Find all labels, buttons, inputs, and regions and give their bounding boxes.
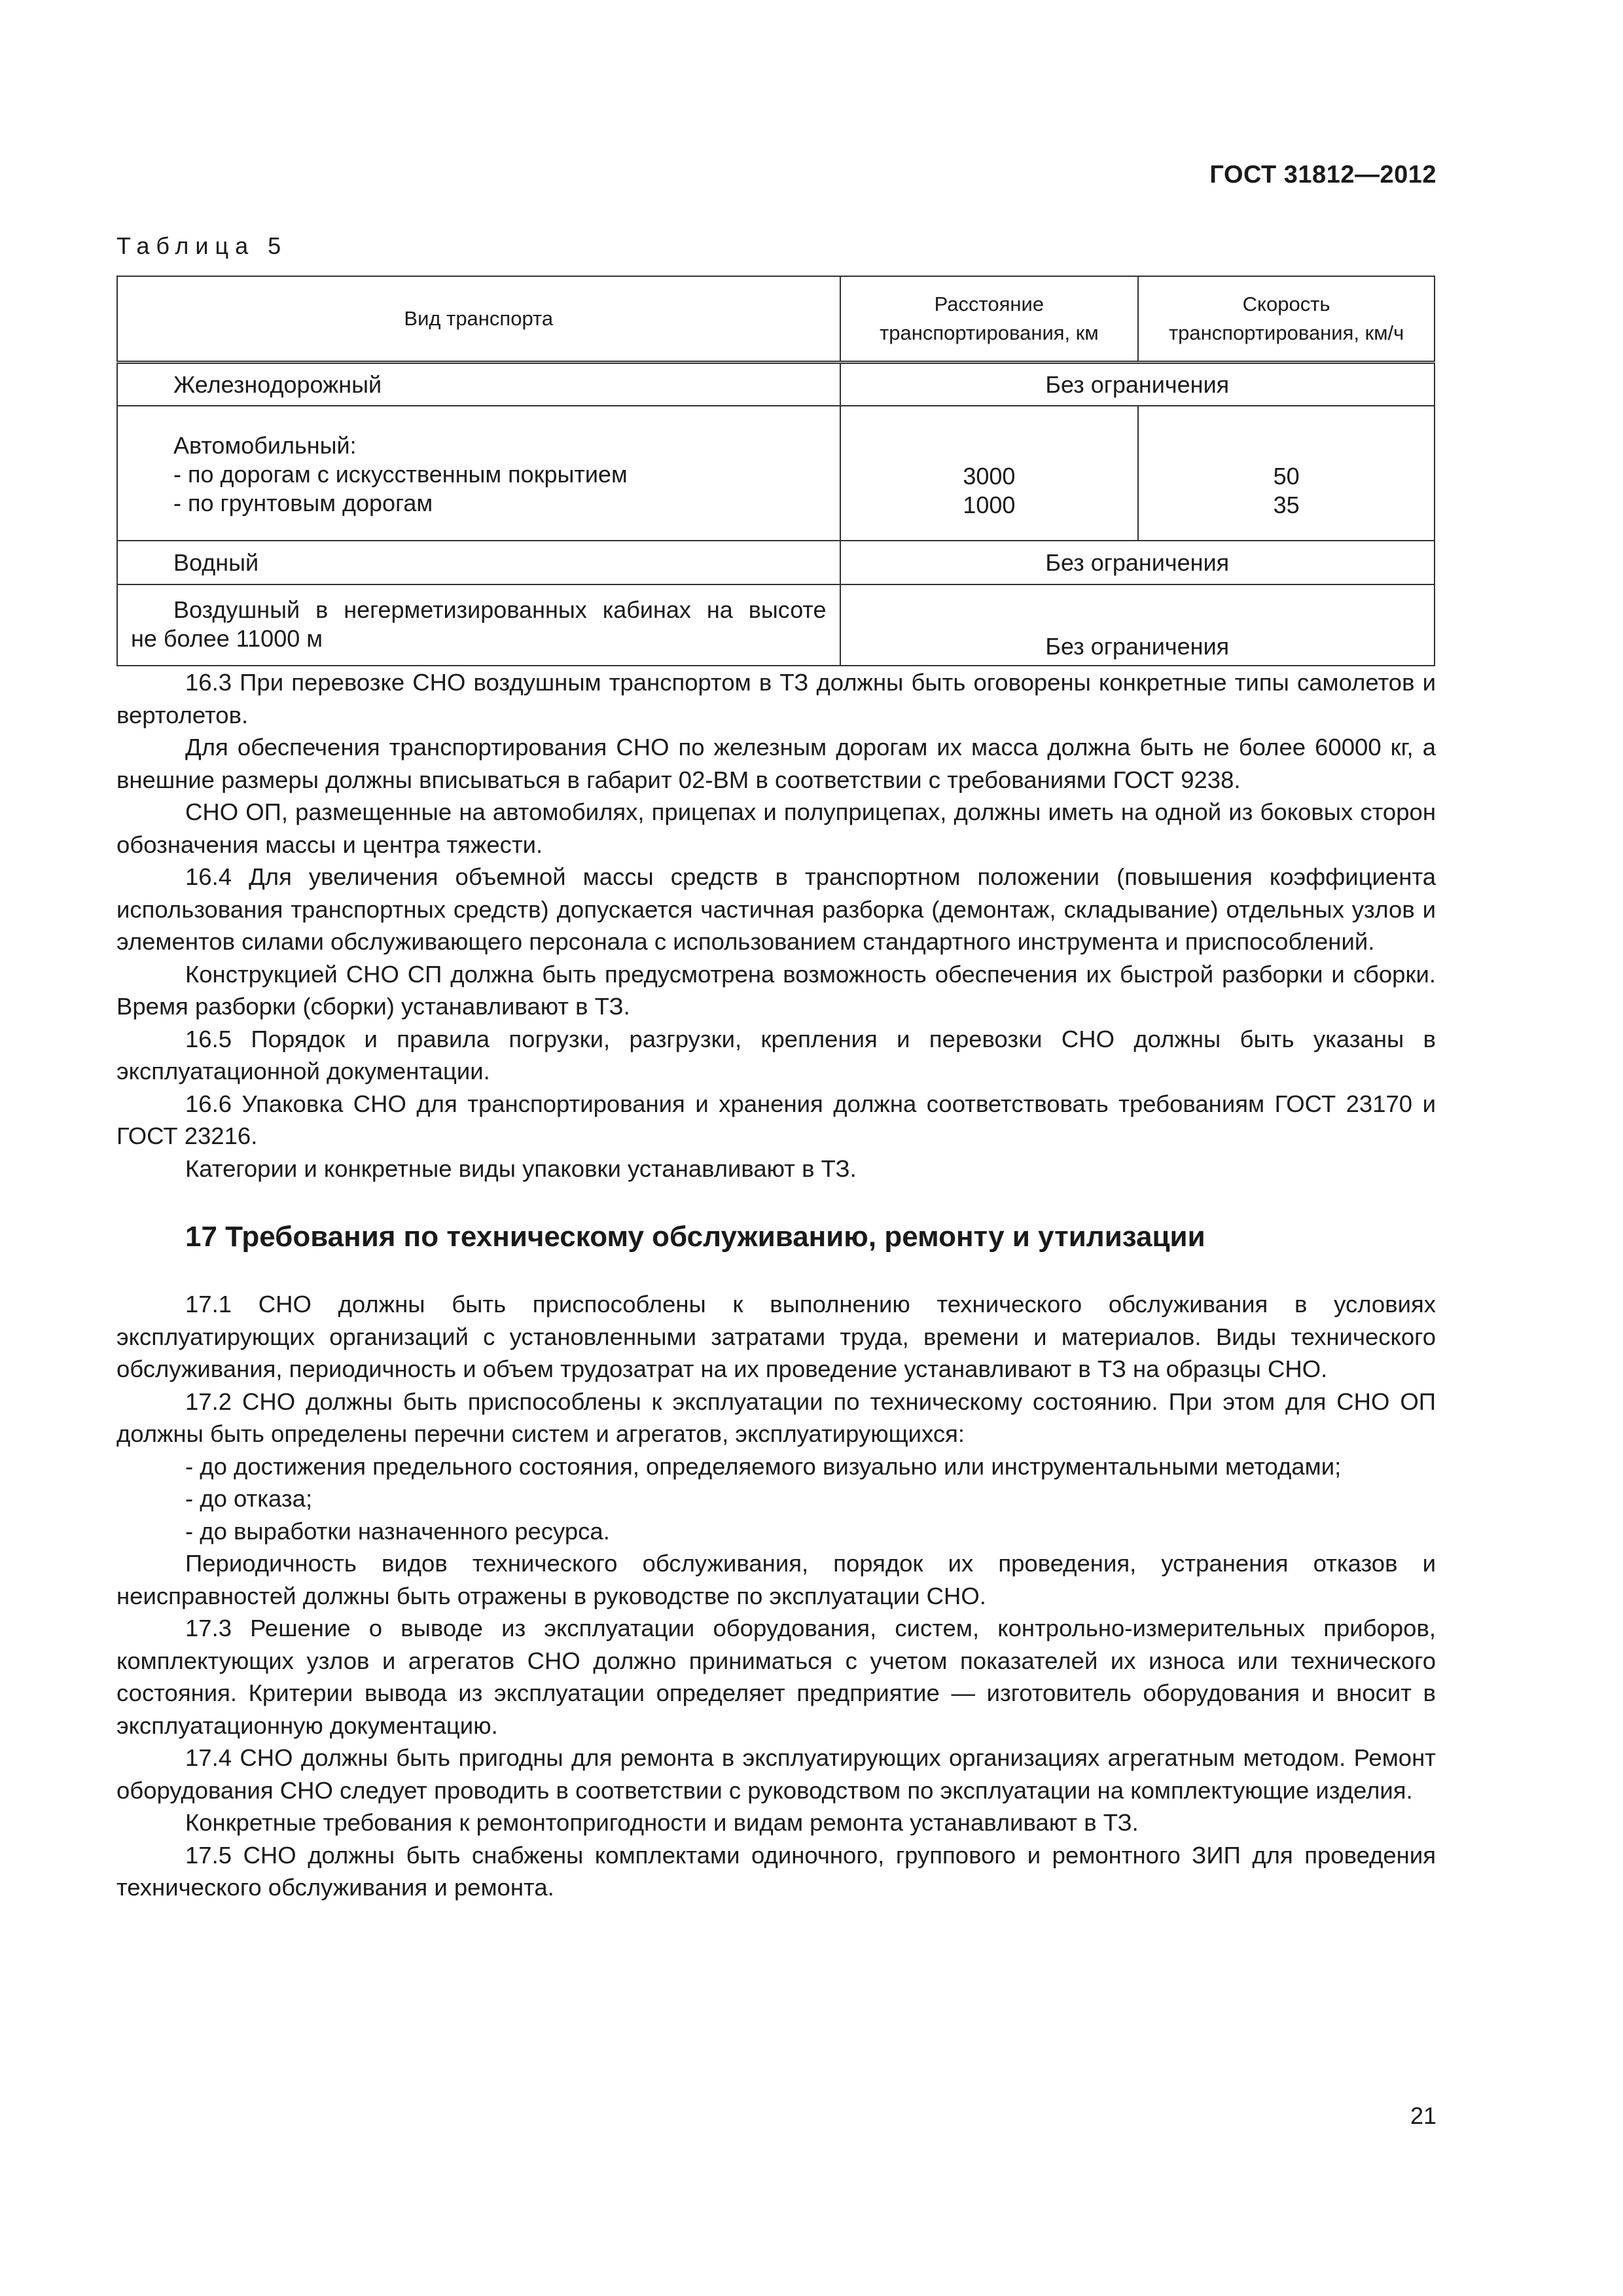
- table-row: [117, 363, 1435, 406]
- paragraph: 17.3 Решение о выводе из эксплуатации оборудования, систем, контрольно-измерительных приборов, комплектующих узлов и агрегатов СНО должно приниматься с учетом показателей их износа или технического состояния. Критерии вывода из эксплуатации определяет предприятие — изготовитель оборудования и вносит в эксплуатационную документацию.: [116, 1615, 1436, 1739]
- merged-limit-cell: Без ограничения: [840, 363, 1435, 406]
- paragraph: 16.4 Для увеличения объемной массы средств в транспортном положении (повышения коэффициента использования транспортных средств) допускается частичная разборка (демонтаж, складывание) отдельных узлов и элементов силами обслуживающего персонала с использованием стандартного инструмента и приспособлений.: [116, 863, 1436, 955]
- transport-kind-line: Воздушный в негерметизированных кабинах на высоте: [173, 596, 827, 623]
- transport-subtype: - по грунтовым дорогам: [173, 490, 433, 516]
- distance-value: 1000: [963, 492, 1016, 518]
- paragraph: Категории и конкретные виды упаковки устанавливают в ТЗ.: [185, 1155, 857, 1182]
- paragraph: Конструкцией СНО СП должна быть предусмотрена возможность обеспечения их быстрой разборки и сборки. Время разборки (сборки) устанавливают в ТЗ.: [116, 960, 1436, 1020]
- transport-kind-cell: [117, 406, 840, 541]
- paragraph: СНО ОП, размещенные на автомобилях, прицепах и полуприцепах, должны иметь на одной из боковых сторон обозначения массы и центра тяжести.: [116, 798, 1436, 858]
- paragraph: Конкретные требования к ремонтопригодности и видам ремонта устанавливают в ТЗ.: [185, 1809, 1139, 1836]
- column-header-speed: [1138, 276, 1435, 363]
- column-header-transport-type: Вид транспорта: [117, 276, 840, 363]
- paragraph: Для обеспечения транспортирования СНО по железным дорогам их масса должна быть не более 60000 кг, а внешние размеры должны вписываться в габарит 02-ВМ в соответствии с требованиями ГОСТ 9238.: [116, 734, 1436, 793]
- column-header-speed-line2: транспортирования, км/ч: [1168, 321, 1404, 344]
- paragraph: 16.3 При перевозке СНО воздушным транспортом в ТЗ должны быть оговорены конкретные типы самолетов и вертолетов.: [116, 669, 1436, 728]
- list-item: - до выработки назначенного ресурса.: [185, 1517, 610, 1545]
- table-row: [117, 584, 1435, 666]
- table-header-row: [117, 276, 1435, 363]
- column-header-distance-line1: Расстояние: [934, 293, 1044, 315]
- transport-kind-line: не более 11000 м: [131, 625, 323, 652]
- paragraph: 16.5 Порядок и правила погрузки, разгрузки, крепления и перевозки СНО должны быть указаны в эксплуатационной документации.: [116, 1025, 1436, 1085]
- distance-cell: [840, 406, 1139, 541]
- merged-limit-cell: Без ограничения: [840, 584, 1435, 666]
- column-header-distance: [840, 276, 1139, 363]
- merged-limit-cell: Без ограничения: [840, 541, 1435, 584]
- transport-kind-cell: Железнодорожный: [117, 363, 840, 406]
- column-header-distance-line2: транспортирования, км: [880, 321, 1099, 344]
- paragraph: Периодичность видов технического обслуживания, порядок их проведения, устранения отказов и неисправностей должны быть отражены в руководстве по эксплуатации СНО.: [116, 1550, 1436, 1609]
- list-item: - до достижения предельного состояния, определяемого визуально или инструментальными методами;: [185, 1452, 1342, 1480]
- document-header: ГОСТ 31812—2012: [1209, 161, 1436, 188]
- transport-kind-label: Автомобильный:: [173, 432, 357, 459]
- speed-cell: [1138, 406, 1435, 541]
- paragraph: 17.2 СНО должны быть приспособлены к эксплуатации по техническому состоянию. При этом для СНО ОП должны быть определены перечни систем и агрегатов, эксплуатирующихся:: [116, 1388, 1436, 1447]
- transport-subtype: - по дорогам с искусственным покрытием: [173, 461, 628, 488]
- speed-value: 35: [1273, 492, 1300, 518]
- table-row: [117, 406, 1435, 541]
- paragraph: 17.1 СНО должны быть приспособлены к выполнению технического обслуживания в условиях эксплуатирующих организаций с установленными затратами труда, времени и материалов. Виды технического обслуживания, периодичность и объем трудозатрат на их проведение устанавливают в ТЗ на образцы СНО.: [116, 1291, 1436, 1382]
- body-text: [116, 666, 1436, 1904]
- transport-kind-cell: [117, 584, 840, 666]
- page-number: 21: [1410, 2102, 1436, 2129]
- list-item: - до отказа;: [185, 1485, 313, 1512]
- speed-value: 50: [1273, 463, 1300, 490]
- section-title: 17 Требования по техническому обслуживанию, ремонту и утилизации: [185, 1221, 1205, 1253]
- transport-table: [116, 276, 1435, 666]
- paragraph: 16.6 Упаковка СНО для транспортирования и хранения должна соответствовать требованиям ГОСТ 23170 и ГОСТ 23216.: [116, 1090, 1436, 1149]
- table-caption: Таблица 5: [116, 232, 288, 259]
- paragraph: 17.4 СНО должны быть пригодны для ремонта в эксплуатирующих организациях агрегатным методом. Ремонт оборудования СНО следует проводить в соответствии с руководством по эксплуатации на комплектующие изделия.: [116, 1744, 1436, 1804]
- distance-value: 3000: [963, 463, 1016, 490]
- column-header-speed-line1: Скорость: [1242, 293, 1330, 315]
- table-row: [117, 541, 1435, 584]
- transport-kind-cell: Водный: [117, 541, 840, 584]
- paragraph: 17.5 СНО должны быть снабжены комплектами одиночного, группового и ремонтного ЗИП для проведения технического обслуживания и ремонта.: [116, 1841, 1436, 1901]
